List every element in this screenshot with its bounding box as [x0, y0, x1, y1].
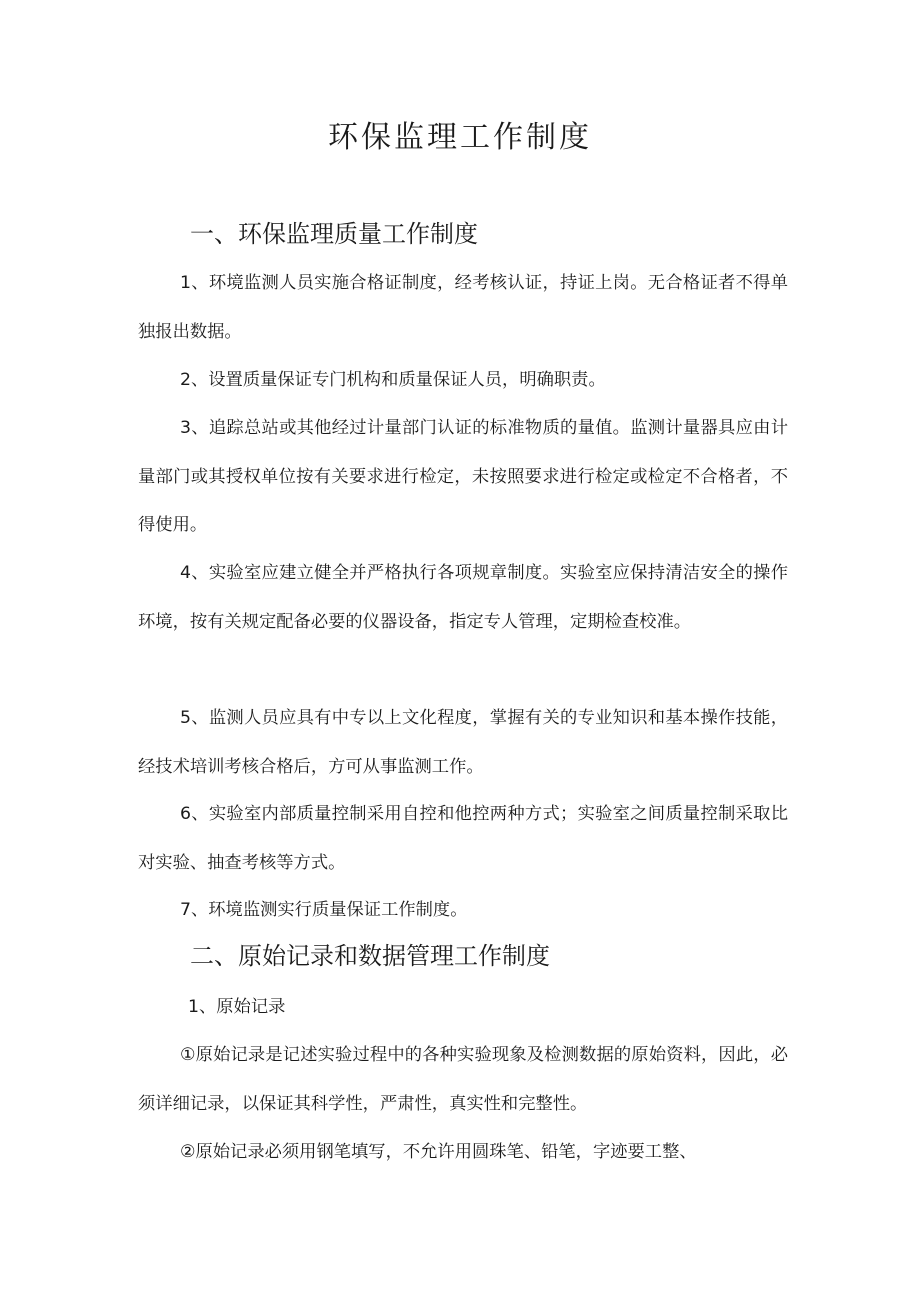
document-title: 环保监理工作制度 [328, 120, 592, 155]
paragraph-item-3: 3、追踪总站或其他经过计量部门认证的标准物质的量值。监测计量器具应由计量部门或其授权单位按有关要求进行检定，未按照要求进行检定或检定不合格者，不得使用。 [138, 418, 788, 536]
paragraph-record-2: ②原始记录必须用钢笔填写，不允许用圆珠笔、铅笔，字迹要工整、 [180, 1142, 697, 1162]
paragraph-item-5: 5、监测人员应具有中专以上文化程度，掌握有关的专业知识和基本操作技能，经技术培训考核合格后，方可从事监测工作。 [138, 708, 788, 777]
paragraph-item-7: 7、环境监测实行质量保证工作制度。 [180, 900, 468, 920]
paragraph-item-6: 6、实验室内部质量控制采用自控和他控两种方式；实验室之间质量控制采取比对实验、抽查考核等方式。 [138, 804, 788, 873]
subheading-original-records: 1、原始记录 [188, 997, 286, 1017]
section-heading-records: 二、原始记录和数据管理工作制度 [190, 942, 550, 970]
section-heading-quality: 一、环保监理质量工作制度 [190, 220, 478, 248]
paragraph-item-2: 2、设置质量保证专门机构和质量保证人员，明确职责。 [180, 370, 606, 390]
paragraph-item-4: 4、实验室应建立健全并严格执行各项规章制度。实验室应保持清洁安全的操作环境，按有关规定配备必要的仪器设备，指定专人管理，定期检查校准。 [138, 563, 788, 632]
paragraph-item-1: 1、环境监测人员实施合格证制度，经考核认证，持证上岗。无合格证者不得单独报出数据。 [138, 273, 788, 342]
paragraph-record-1: ①原始记录是记述实验过程中的各种实验现象及检测数据的原始资料，因此，必须详细记录，以保证其科学性，严肃性，真实性和完整性。 [138, 1045, 788, 1114]
